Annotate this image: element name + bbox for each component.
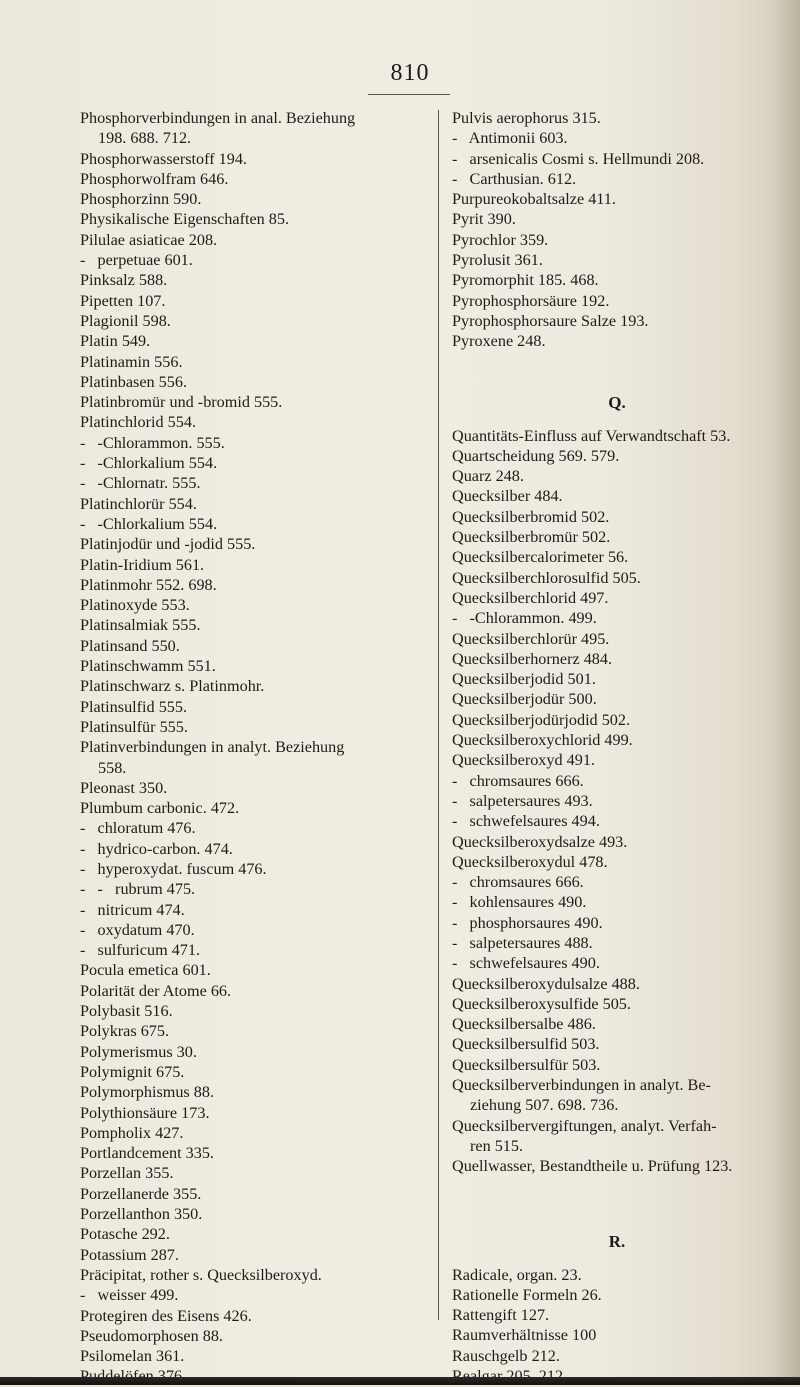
index-entry-text: Quartscheidung 569. 579. (452, 446, 620, 465)
index-entry (80, 1163, 430, 1183)
index-section-p (452, 108, 782, 352)
index-entry (452, 588, 782, 608)
index-entry-text: - weisser 499. (80, 1286, 179, 1305)
index-entry (80, 372, 430, 392)
index-entry (452, 1014, 782, 1034)
index-entry (80, 595, 430, 615)
index-entry (452, 811, 782, 831)
index-entry (452, 730, 782, 750)
index-entry (80, 656, 430, 676)
index-entry-text: - oxydatum 470. (80, 920, 195, 939)
index-entry-text: Platinsand 550. (80, 636, 180, 655)
index-entry-text: Quecksilbercalorimeter 56. (452, 548, 629, 567)
index-entry (80, 1062, 430, 1082)
index-entry (80, 920, 430, 940)
index-entry (452, 547, 782, 567)
index-entry-text: - schwefelsaures 494. (452, 812, 600, 831)
index-entry-text: - hyperoxydat. fuscum 476. (80, 859, 267, 878)
column-divider (438, 110, 439, 1320)
section-letter-r: R. (608, 1231, 626, 1251)
index-entry (452, 149, 782, 169)
index-entry (80, 818, 430, 838)
index-entry (452, 291, 782, 311)
index-entry-text: Quecksilber 484. (452, 487, 563, 506)
index-entry-text: Phosphorverbindungen in anal. Beziehung (80, 109, 356, 127)
index-entry (80, 615, 430, 635)
index-entry-text: Quecksilberchlorosulfid 505. (452, 568, 641, 587)
index-entry-text: - salpetersaures 493. (452, 791, 593, 810)
index-entry (452, 189, 782, 209)
index-entry-text: Porzellan 355. (80, 1164, 174, 1183)
index-entry (452, 1346, 782, 1366)
index-entry-text: Porzellanthon 350. (80, 1205, 203, 1224)
index-entry (452, 1055, 782, 1075)
index-entry (452, 649, 782, 669)
index-entry (80, 331, 430, 351)
index-entry (452, 527, 782, 547)
index-entry-text: - sulfuricum 471. (80, 941, 201, 960)
index-entry (80, 1103, 430, 1123)
index-entry (452, 1325, 782, 1345)
index-entry (452, 128, 782, 148)
index-entry (452, 209, 782, 229)
index-entry (452, 108, 782, 128)
index-entry (80, 778, 430, 798)
index-entry (452, 426, 782, 446)
index-entry-text: - salpetersaures 488. (452, 933, 593, 952)
index-entry (80, 1184, 430, 1204)
index-entry (452, 974, 782, 994)
index-entry (80, 412, 430, 432)
index-entry-text: Platinschwarz s. Platinmohr. (80, 677, 265, 696)
index-entry-text: Quantitäts-Einfluss auf Verwandtschaft 53. (452, 426, 731, 445)
index-entry (452, 892, 782, 912)
index-entry (80, 473, 430, 493)
index-entry-text: - chloratum 476. (80, 819, 196, 838)
index-entry (80, 534, 430, 554)
index-entry (80, 311, 430, 331)
index-entry-text: Rationelle Formeln 26. (452, 1285, 602, 1304)
index-entry (80, 169, 430, 189)
index-entry (452, 1075, 782, 1116)
index-entry-text: Platinamin 556. (80, 352, 183, 371)
index-entry (452, 507, 782, 527)
index-entry-text: Pyrochlor 359. (452, 230, 549, 249)
index-entry-continuation: 558. (98, 758, 127, 777)
page-number: 810 (390, 60, 430, 86)
index-entry (80, 1143, 430, 1163)
index-entry (80, 108, 430, 149)
index-entry-text: Quecksilberbromür 502. (452, 528, 611, 547)
index-entry-text: - phosphorsaures 490. (452, 913, 603, 932)
index-entry-text: Quecksilbersulfür 503. (452, 1055, 601, 1074)
index-entry-text: Raumverhältnisse 100 (452, 1326, 597, 1345)
index-column-left (80, 108, 430, 1387)
section-letter-q: Q. (608, 392, 626, 412)
index-entry-text: Pyroxene 248. (452, 332, 546, 351)
index-entry (80, 230, 430, 250)
index-entry (452, 689, 782, 709)
index-entry-text: Potasche 292. (80, 1225, 170, 1244)
index-entry-text: Pocula emetica 601. (80, 961, 211, 980)
index-entry-text: Pulvis aerophorus 315. (452, 109, 601, 127)
index-entry-text: Potassium 287. (80, 1245, 179, 1264)
index-entry-text: Phosphorzinn 590. (80, 190, 202, 209)
index-entry-text: Platinbasen 556. (80, 372, 188, 391)
index-entry-continuation: ren 515. (470, 1136, 524, 1155)
index-entry-text: Polykras 675. (80, 1022, 170, 1041)
index-entry-text: Plagionil 598. (80, 311, 171, 330)
index-entry-text: Platinchlorür 554. (80, 494, 197, 513)
index-entry-text: - nitricum 474. (80, 900, 185, 919)
index-entry-text: Quecksilberchlorür 495. (452, 629, 610, 648)
index-entry-text: - -Chlorkalium 554. (80, 454, 218, 473)
index-entry-text: - chromsaures 666. (452, 771, 584, 790)
index-entry (452, 1034, 782, 1054)
index-entry-text: Pyrolusit 361. (452, 251, 543, 270)
index-entry-text: Platinsalmiak 555. (80, 616, 201, 635)
index-entry (80, 1306, 430, 1326)
index-entry (80, 1001, 430, 1021)
index-entry-text: Polymerismus 30. (80, 1042, 197, 1061)
index-entry (452, 953, 782, 973)
index-entry (80, 981, 430, 1001)
index-entry-text: - - rubrum 475. (80, 880, 196, 899)
index-entry-text: Pyrophosphorsäure 192. (452, 291, 610, 310)
index-entry-text: Quecksilberchlorid 497. (452, 588, 609, 607)
index-entry-text: Platinschwamm 551. (80, 657, 216, 676)
index-entry-text: Rauschgelb 212. (452, 1346, 560, 1365)
index-entry-text: Platinjodür und -jodid 555. (80, 535, 256, 554)
index-section-q (452, 426, 782, 1177)
index-entry-text: Quellwasser, Bestandtheile u. Prüfung 123. (452, 1157, 733, 1176)
index-entry-text: Quarz 248. (452, 467, 524, 486)
index-entry-text: Portlandcement 335. (80, 1144, 214, 1163)
index-entry (452, 913, 782, 933)
index-entry-text: - Carthusian. 612. (452, 169, 577, 188)
index-entry (80, 1326, 430, 1346)
index-entry (452, 852, 782, 872)
index-entry-text: Pinksalz 588. (80, 271, 168, 290)
index-entry (80, 1021, 430, 1041)
index-entry-text: - -Chlornatr. 555. (80, 474, 201, 493)
index-entry (452, 311, 782, 331)
index-entry (452, 771, 782, 791)
index-entry-text: Quecksilberoxydsalze 493. (452, 832, 628, 851)
index-entry (80, 960, 430, 980)
index-entry (80, 189, 430, 209)
index-entry (80, 879, 430, 899)
index-entry (80, 717, 430, 737)
index-entry (80, 209, 430, 229)
index-entry-text: Platinsulfür 555. (80, 717, 188, 736)
index-entry (80, 1224, 430, 1244)
index-entry (80, 1265, 430, 1285)
index-entry-text: Platinbromür und -bromid 555. (80, 393, 283, 412)
index-entry-text: Psilomelan 361. (80, 1347, 185, 1366)
index-entry-text: Phosphorwolfram 646. (80, 169, 229, 188)
index-entry-text: Physikalische Eigenschaften 85. (80, 210, 290, 229)
index-entry (80, 737, 430, 778)
index-entry (80, 392, 430, 412)
index-entry (452, 1156, 782, 1176)
index-entry (80, 250, 430, 270)
section-gap (452, 1177, 782, 1215)
index-entry (452, 872, 782, 892)
section-gap (452, 352, 782, 376)
index-entry (452, 466, 782, 486)
page-number-rule (368, 94, 450, 95)
index-entry-text: Quecksilberjodür 500. (452, 690, 597, 709)
index-entry (452, 1285, 782, 1305)
index-entry (80, 291, 430, 311)
index-entry-text: - arsenicalis Cosmi s. Hellmundi 208. (452, 149, 705, 168)
index-entry-continuation: ziehung 507. 698. 736. (470, 1096, 619, 1115)
index-entry-text: Platin 549. (80, 332, 151, 351)
index-entry-text: - -Chlorkalium 554. (80, 514, 218, 533)
index-entry-text: Platin-Iridium 561. (80, 555, 205, 574)
index-entry (452, 1265, 782, 1285)
index-entry (80, 555, 430, 575)
index-entry (80, 1123, 430, 1143)
index-entry (452, 750, 782, 770)
index-entry-text: Quecksilberjodid 501. (452, 670, 596, 689)
index-entry-continuation: 198. 688. 712. (98, 129, 192, 148)
index-entry-text: Polymorphismus 88. (80, 1083, 215, 1102)
index-entry (452, 270, 782, 290)
index-entry-text: Polarität der Atome 66. (80, 981, 232, 1000)
index-entry-text: Plumbum carbonic. 472. (80, 799, 240, 818)
index-entry-text: Quecksilberhornerz 484. (452, 649, 613, 668)
index-entry-text: Präcipitat, rother s. Quecksilberoxyd. (80, 1265, 322, 1284)
index-entry (80, 676, 430, 696)
index-entry (80, 859, 430, 879)
index-entry-text: Pilulae asiaticae 208. (80, 230, 218, 249)
scan-border (0, 1377, 800, 1385)
index-entry (80, 940, 430, 960)
index-entry (80, 494, 430, 514)
index-entry (452, 486, 782, 506)
index-entry-text: Platinoxyde 553. (80, 596, 190, 615)
index-entry-text: - schwefelsaures 490. (452, 954, 600, 973)
index-entry (80, 636, 430, 656)
index-entry (80, 575, 430, 595)
index-entry-text: - kohlensaures 490. (452, 893, 587, 912)
index-entry (80, 433, 430, 453)
index-entry-text: Platinmohr 552. 698. (80, 575, 217, 594)
index-entry-text: Pyrophosphorsaure Salze 193. (452, 311, 649, 330)
index-entry (80, 1042, 430, 1062)
index-entry (80, 1082, 430, 1102)
index-entry (80, 1346, 430, 1366)
index-entry-text: Quecksilberoxydul 478. (452, 852, 608, 871)
index-entry (452, 230, 782, 250)
index-entry (80, 514, 430, 534)
index-entry (452, 446, 782, 466)
index-entry (80, 453, 430, 473)
index-entry-text: Quecksilberoxydulsalze 488. (452, 974, 640, 993)
index-entry-text: Platinsulfid 555. (80, 697, 188, 716)
index-entry (80, 1245, 430, 1265)
index-entry (80, 352, 430, 372)
index-entry-text: Polymignit 675. (80, 1062, 185, 1081)
index-entry (452, 1305, 782, 1325)
index-entry-text: Quecksilberoxysulfide 505. (452, 994, 631, 1013)
index-entry-text: Phosphorwasserstoff 194. (80, 149, 247, 168)
index-entry-text: Platinverbindungen in analyt. Beziehung (80, 738, 345, 757)
index-entry (452, 629, 782, 649)
index-entry (452, 250, 782, 270)
index-entry-text: - -Chlorammon. 499. (452, 609, 597, 628)
index-entry-text: - Antimonii 603. (452, 129, 568, 148)
index-entry-text: Radicale, organ. 23. (452, 1265, 582, 1284)
index-entry-text: Pipetten 107. (80, 291, 166, 310)
index-entry-text: - hydrico-carbon. 474. (80, 839, 233, 858)
index-entry (80, 798, 430, 818)
index-section-r (452, 1265, 782, 1387)
index-entry (80, 149, 430, 169)
index-entry-text: Polythionsäure 173. (80, 1103, 210, 1122)
index-entry (452, 933, 782, 953)
index-entry-text: Quecksilberoxychlorid 499. (452, 731, 633, 750)
index-entry (452, 1116, 782, 1157)
index-entry (452, 791, 782, 811)
index-entry (80, 900, 430, 920)
index-entry (452, 568, 782, 588)
index-entry (80, 1285, 430, 1305)
index-entry-text: Quecksilberjodürjodid 502. (452, 710, 631, 729)
index-entry (452, 710, 782, 730)
index-entry (452, 669, 782, 689)
index-entry-text: Pyrit 390. (452, 210, 516, 229)
index-entry (80, 270, 430, 290)
index-entry-text: Platinchlorid 554. (80, 413, 196, 432)
index-entry-text: Purpureokobaltsalze 411. (452, 190, 616, 209)
index-entry-text: Quecksilberbromid 502. (452, 507, 610, 526)
index-entry-text: - perpetuae 601. (80, 251, 193, 270)
index-entry-text: Protegiren des Eisens 426. (80, 1306, 252, 1325)
index-entry-text: Quecksilbersalbe 486. (452, 1015, 596, 1034)
index-column-right (452, 108, 782, 1386)
index-entry-text: Pseudomorphosen 88. (80, 1326, 223, 1345)
index-entry-text: Quecksilberverbindungen in analyt. Be- (452, 1076, 711, 1095)
index-entry (452, 832, 782, 852)
index-entry-text: Porzellanerde 355. (80, 1184, 202, 1203)
index-entry-text: Polybasit 516. (80, 1002, 173, 1021)
index-entry (80, 839, 430, 859)
index-entry (452, 169, 782, 189)
index-entry (452, 994, 782, 1014)
index-entry (80, 1204, 430, 1224)
index-entry-text: Quecksilbersulfid 503. (452, 1035, 600, 1054)
index-entry-text: Pompholix 427. (80, 1123, 184, 1142)
index-entry-text: Quecksilberoxyd 491. (452, 751, 595, 770)
index-entry (80, 697, 430, 717)
index-entry-text: Quecksilbervergiftungen, analyt. Verfah- (452, 1116, 717, 1135)
index-entry-text: Rattengift 127. (452, 1306, 550, 1325)
index-entry-text: - -Chlorammon. 555. (80, 433, 225, 452)
index-entry-text: Pleonast 350. (80, 778, 168, 797)
index-entry-text: Pyromorphit 185. 468. (452, 271, 599, 290)
index-entry-text: - chromsaures 666. (452, 873, 584, 892)
index-entry (452, 331, 782, 351)
index-entry (452, 608, 782, 628)
